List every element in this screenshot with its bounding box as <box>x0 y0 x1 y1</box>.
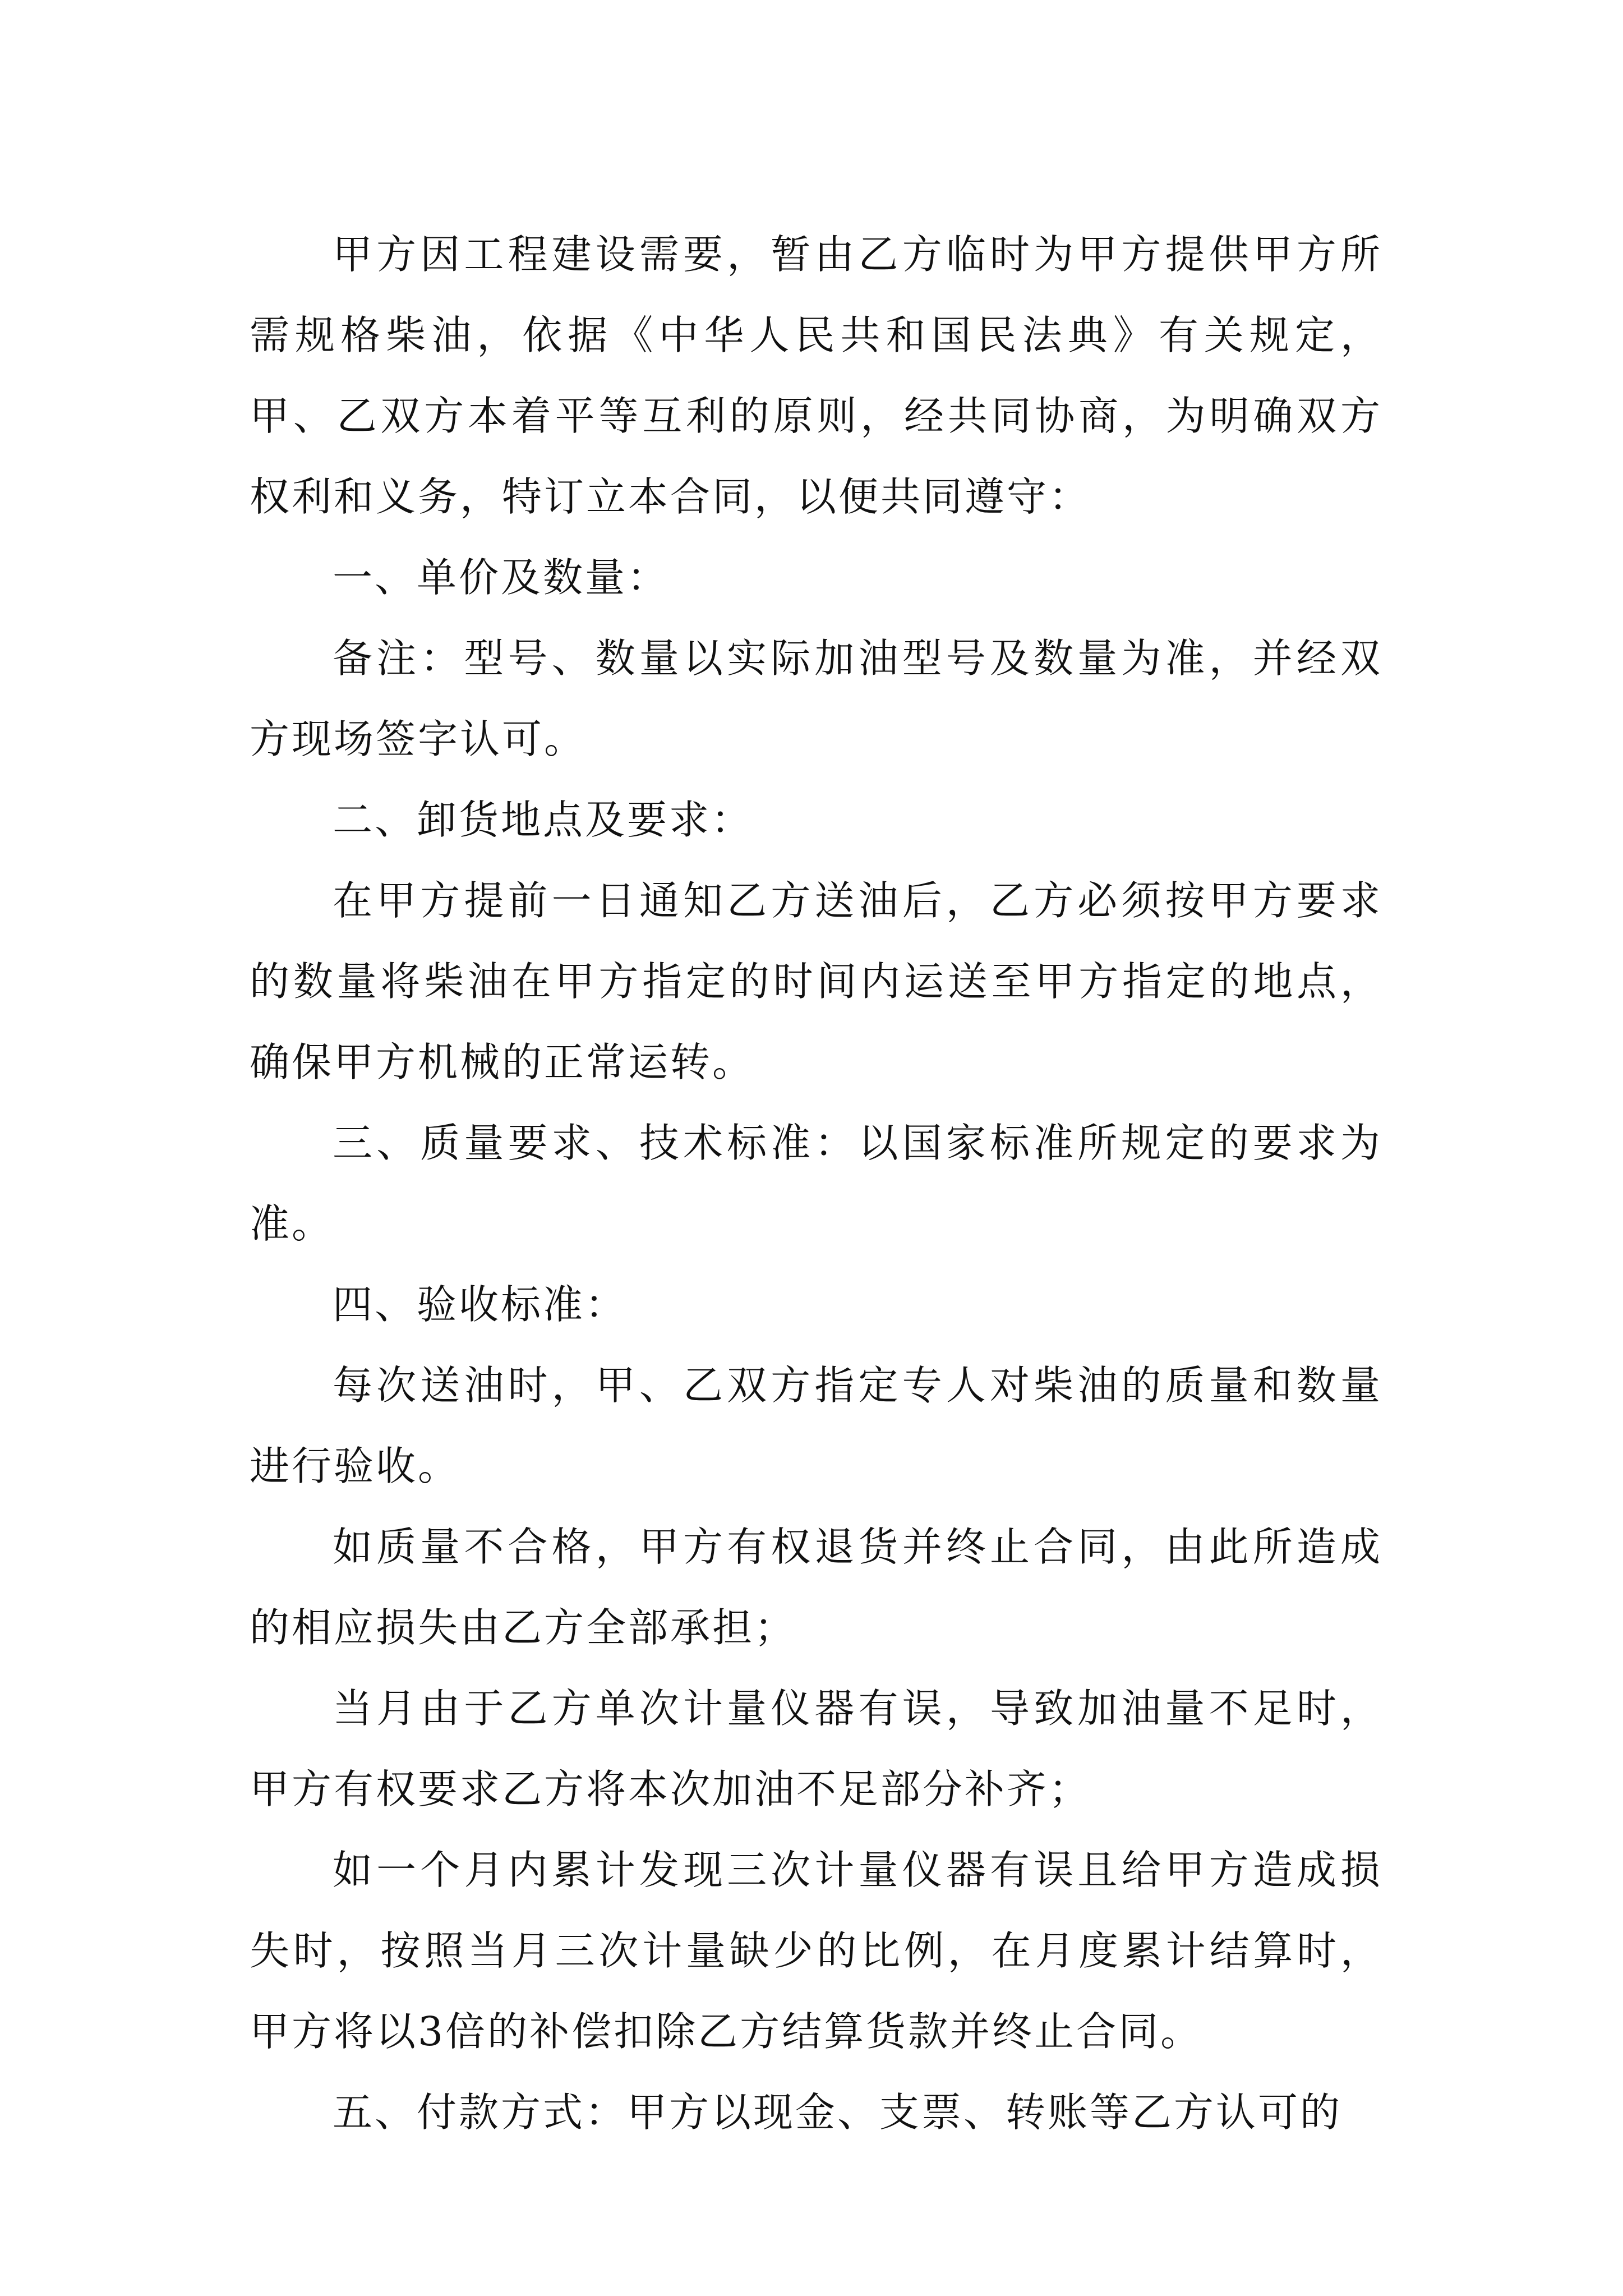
acceptance-paragraph: 每次送油时，甲、乙双方指定专人对柴油的质量和数量进行验收。 <box>250 1362 1382 1489</box>
section-heading-acceptance-standard: 四、验收标准： <box>333 1281 628 1328</box>
meter-error-paragraph: 当月由于乙方单次计量仪器有误，导致加油量不足时，甲方有权要求乙方将本次加油不足部分补齐； <box>250 1685 1382 1812</box>
document-body <box>250 214 1382 2153</box>
quality-failure-paragraph: 如质量不合格，甲方有权退货并终止合同，由此所造成的相应损失由乙方全部承担； <box>250 1524 1382 1651</box>
repeated-meter-error-paragraph: 如一个月内累计发现三次计量仪器有误且给甲方造成损失时，按照当月三次计量缺少的比例，在月度累计结算时，甲方将以3倍的补偿扣除乙方结算货款并终止合同。 <box>250 1847 1382 2055</box>
section-quality-requirements: 三、质量要求、技术标准：以国家标准所规定的要求为准。 <box>250 1120 1382 1247</box>
remark-paragraph: 备注：型号、数量以实际加油型号及数量为准，并经双方现场签字认可。 <box>250 635 1382 762</box>
unloading-requirements-paragraph: 在甲方提前一日通知乙方送油后，乙方必须按甲方要求的数量将柴油在甲方指定的时间内运送至甲方指定的地点，确保甲方机械的正常运转。 <box>250 877 1382 1085</box>
section-heading-unloading-location: 二、卸货地点及要求： <box>333 797 754 843</box>
intro-paragraph: 甲方因工程建设需要，暂由乙方临时为甲方提供甲方所需规格柴油，依据《中华人民共和国民法典》有关规定，甲、乙双方本着平等互利的原则，经共同协商，为明确双方权利和义务，特订立本合同，以便共同遵守： <box>250 231 1382 520</box>
section-payment-method: 五、付款方式：甲方以现金、支票、转账等乙方认可的 <box>333 2089 1343 2136</box>
section-heading-unit-price-quantity: 一、单价及数量： <box>333 554 670 601</box>
